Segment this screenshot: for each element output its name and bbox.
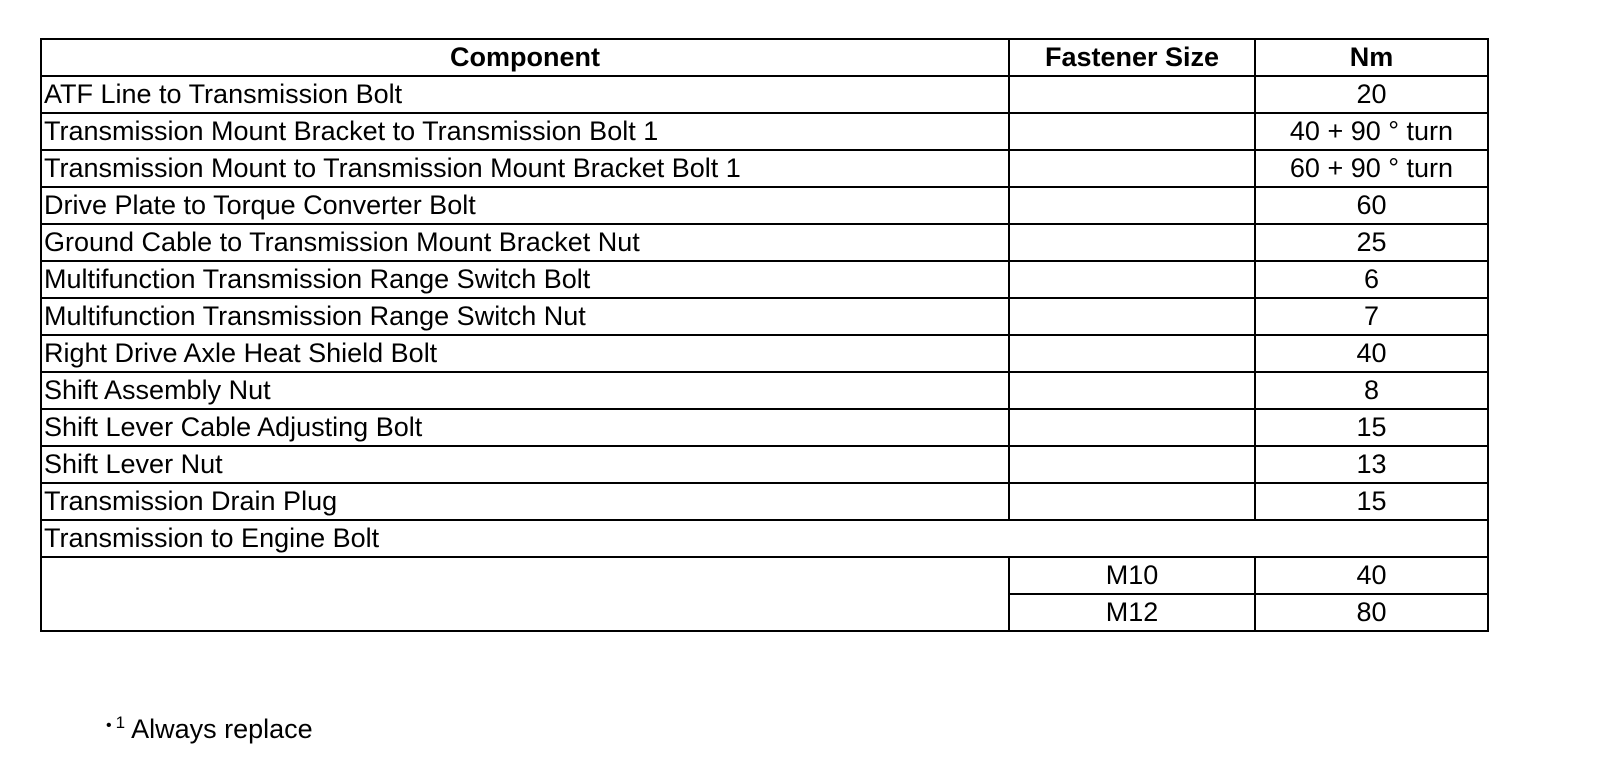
table-header-row	[41, 39, 1488, 76]
table-row	[41, 446, 1488, 483]
fastener-size-cell	[1009, 224, 1255, 261]
table-row	[41, 76, 1488, 113]
table-row	[41, 224, 1488, 261]
header-nm: Nm	[1255, 39, 1488, 76]
footnote	[106, 714, 313, 743]
table-row	[41, 335, 1488, 372]
torque-cell: 40	[1255, 335, 1488, 372]
fastener-size-cell	[1009, 335, 1255, 372]
table-row	[41, 298, 1488, 335]
group-blank-cell	[41, 557, 1009, 631]
bullet-icon: •	[106, 717, 112, 734]
fastener-size-cell	[1009, 261, 1255, 298]
fastener-size-cell	[1009, 298, 1255, 335]
torque-spec-table	[40, 38, 1489, 632]
torque-cell: 60	[1255, 187, 1488, 224]
footnote-marker: 1	[115, 713, 126, 732]
fastener-size-cell	[1009, 409, 1255, 446]
torque-cell: 20	[1255, 76, 1488, 113]
torque-cell: 15	[1255, 483, 1488, 520]
table-row	[41, 113, 1488, 150]
component-cell: Multifunction Transmission Range Switch Bolt	[41, 261, 1009, 298]
torque-cell: 15	[1255, 409, 1488, 446]
fastener-size-cell	[1009, 76, 1255, 113]
component-cell: Right Drive Axle Heat Shield Bolt	[41, 335, 1009, 372]
torque-cell: 8	[1255, 372, 1488, 409]
table-row	[41, 187, 1488, 224]
torque-cell: 80	[1255, 594, 1488, 631]
fastener-size-cell	[1009, 150, 1255, 187]
group-sub-row	[41, 557, 1488, 594]
header-component: Component	[41, 39, 1009, 76]
fastener-size-cell	[1009, 113, 1255, 150]
table-row	[41, 483, 1488, 520]
torque-cell: 60 + 90 ° turn	[1255, 150, 1488, 187]
table-row	[41, 409, 1488, 446]
torque-cell: 13	[1255, 446, 1488, 483]
table-row	[41, 372, 1488, 409]
component-cell: Transmission Mount Bracket to Transmission Bolt 1	[41, 113, 1009, 150]
fastener-size-cell: M12	[1009, 594, 1255, 631]
torque-cell: 7	[1255, 298, 1488, 335]
footnote-text: Always replace	[131, 714, 313, 744]
torque-cell: 6	[1255, 261, 1488, 298]
fastener-size-cell	[1009, 446, 1255, 483]
component-cell: Transmission Drain Plug	[41, 483, 1009, 520]
component-cell: ATF Line to Transmission Bolt	[41, 76, 1009, 113]
table-row	[41, 261, 1488, 298]
component-cell: Shift Assembly Nut	[41, 372, 1009, 409]
torque-cell: 40 + 90 ° turn	[1255, 113, 1488, 150]
group-header-row	[41, 520, 1488, 557]
fastener-size-cell	[1009, 372, 1255, 409]
torque-cell: 25	[1255, 224, 1488, 261]
torque-cell: 40	[1255, 557, 1488, 594]
group-component-cell: Transmission to Engine Bolt	[41, 520, 1488, 557]
component-cell: Shift Lever Nut	[41, 446, 1009, 483]
table-row	[41, 150, 1488, 187]
component-cell: Transmission Mount to Transmission Mount Bracket Bolt 1	[41, 150, 1009, 187]
fastener-size-cell: M10	[1009, 557, 1255, 594]
header-fastener-size: Fastener Size	[1009, 39, 1255, 76]
component-cell: Shift Lever Cable Adjusting Bolt	[41, 409, 1009, 446]
component-cell: Drive Plate to Torque Converter Bolt	[41, 187, 1009, 224]
fastener-size-cell	[1009, 187, 1255, 224]
component-cell: Multifunction Transmission Range Switch Nut	[41, 298, 1009, 335]
component-cell: Ground Cable to Transmission Mount Bracket Nut	[41, 224, 1009, 261]
fastener-size-cell	[1009, 483, 1255, 520]
